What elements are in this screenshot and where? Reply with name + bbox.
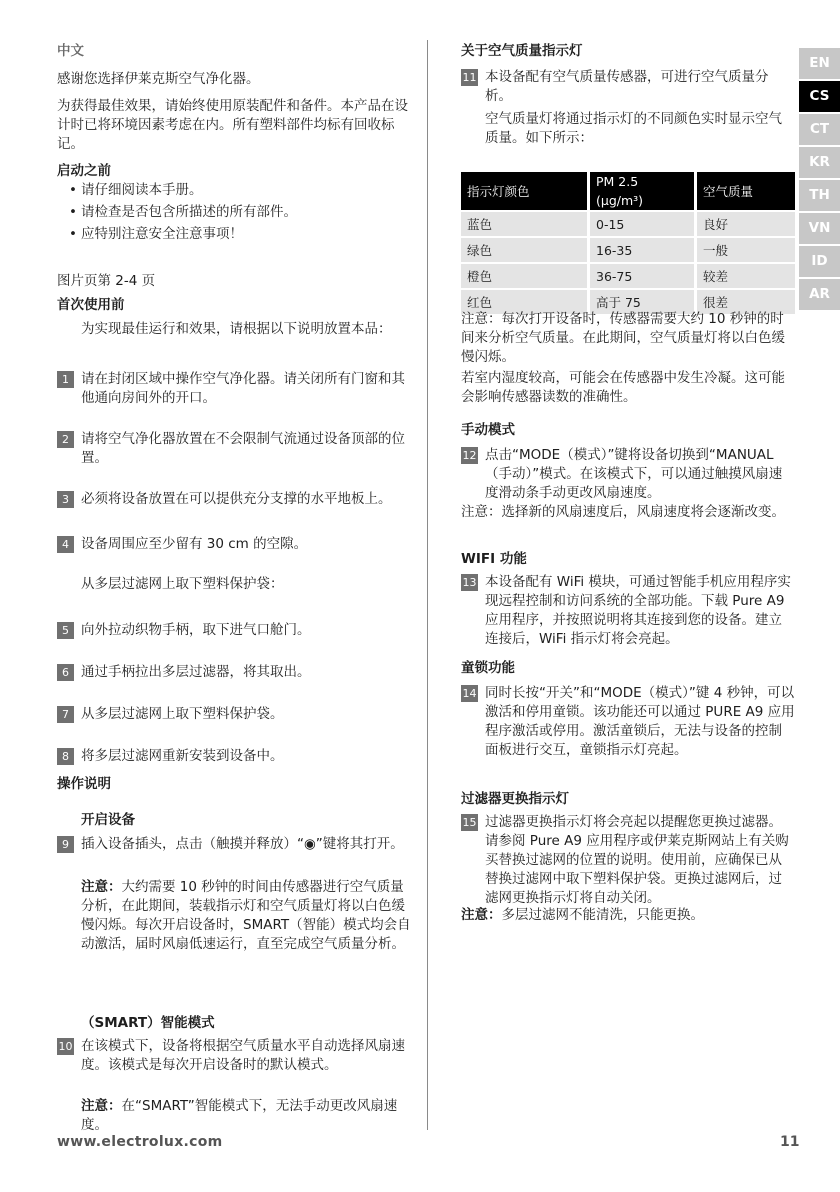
step-text: 过滤器更换指示灯将会亮起以提醒您更换过滤器。请参阅 Pure A9 应用程序或伊莱克斯网站上有关购买替换过滤网的位置的说明。使用前，应确保已从替换过滤网中取下塑料保护袋。更换过滤网后，过滤网更换指示灯将自动关闭。 bbox=[485, 814, 789, 906]
step-text: 在该模式下，设备将根据空气质量水平自动选择风扇速度。该模式是每次开启设备时的默认模式。 bbox=[81, 1038, 405, 1073]
bullet-text: 应特别注意安全注意事项！ bbox=[81, 226, 243, 242]
step-number-badge: 14 bbox=[462, 687, 477, 700]
table-header-row bbox=[461, 172, 795, 211]
step-text: 点击“MODE（模式）”键将设备切换到“MANUAL（手动）”模式。在该模式下，可以通过触摸风扇速度滑动条手动更改风扇速度。 bbox=[485, 447, 783, 501]
step-6 bbox=[57, 663, 415, 682]
humidity-note: 若室内湿度较高，可能会在传感器中发生冷凝。这可能会影响传感器读数的准确性。 bbox=[461, 370, 785, 405]
intro-text: 为获得最佳效果，请始终使用原装配件和备件。本产品在设计时已将环境因素考虑在内。所有塑料部件均标有回收标记。 bbox=[57, 98, 408, 152]
step-3 bbox=[57, 490, 415, 509]
step-number-badge: 11 bbox=[462, 71, 477, 84]
note-9 bbox=[57, 878, 415, 954]
filter-note bbox=[461, 906, 795, 925]
language-tab-vn: VN bbox=[799, 213, 840, 244]
bullet-item: • 请检查是否包含所描述的所有部件。 bbox=[69, 204, 297, 220]
step-number-badge: 4 bbox=[57, 536, 74, 553]
note-text: 在“SMART”智能模式下，无法手动更改风扇速度。 bbox=[81, 1098, 398, 1133]
operation-heading: 操作说明 bbox=[57, 776, 111, 792]
table-header-cell: 指示灯颜色 bbox=[461, 172, 589, 211]
step-12 bbox=[461, 446, 795, 503]
step-text: 同时长按“开关”和“MODE（模式）”键 4 秒钟，可以激活和停用童锁。该功能还可以通过 PURE A9 应用程序激活或停用。激活童锁后，无法与设备的控制面板进行交互，童锁指示灯亮起。 bbox=[485, 685, 795, 758]
manual-mode-note: 注意：选择新的风扇速度后，风扇速度将会逐渐改变。 bbox=[461, 504, 785, 520]
before-start-heading: 启动之前 bbox=[57, 163, 111, 179]
step-7 bbox=[57, 705, 415, 724]
smart-mode-heading: （SMART）智能模式 bbox=[81, 1015, 215, 1031]
step-1 bbox=[57, 370, 415, 408]
step-2 bbox=[57, 430, 415, 468]
air-quality-description: 空气质量灯将通过指示灯的不同颜色实时显示空气质量。如下所示： bbox=[485, 111, 782, 146]
step-number-badge: 9 bbox=[57, 836, 74, 853]
table-cell: 较差 bbox=[696, 263, 796, 289]
step-text: 本设备配有 WiFi 模块，可通过智能手机应用程序实现远程控制和访问系统的全部功能。下载 Pure A9 应用程序，并按照说明将其连接到您的设备。建立连接后，WiFi 指示灯将会亮起。 bbox=[485, 574, 791, 647]
step-15 bbox=[461, 813, 795, 908]
footer-url: www.electrolux.com bbox=[57, 1134, 223, 1150]
table-cell: 红色 bbox=[461, 289, 589, 314]
table-row bbox=[461, 211, 795, 237]
air-quality-table bbox=[461, 172, 795, 314]
step-text: 请将空气净化器放置在不会限制气流通过设备顶部的位置。 bbox=[81, 431, 405, 466]
step-text: 插入设备插头，点击（触摸并释放）“◉”键将其打开。 bbox=[81, 836, 404, 852]
bullet-text: 请仔细阅读本手册。 bbox=[81, 182, 203, 198]
table-header-cell: 空气质量 bbox=[696, 172, 796, 211]
step-number-badge: 15 bbox=[462, 816, 477, 829]
child-lock-heading: 童锁功能 bbox=[461, 660, 515, 676]
language-tab-cs: CS bbox=[799, 81, 840, 112]
table-cell: 一般 bbox=[696, 237, 796, 263]
language-tab-kr: KR bbox=[799, 147, 840, 178]
step-text: 必须将设备放置在可以提供充分支撑的水平地板上。 bbox=[81, 491, 392, 507]
table-row bbox=[461, 237, 795, 263]
note-text: 大约需要 10 秒钟的时间由传感器进行空气质量分析，在此期间，装载指示灯和空气质量灯将以白色缓慢闪烁。每次开启设备时，SMART（智能）模式均会自动激活，届时风扇低速运行，直至完成空气质量分析。 bbox=[81, 879, 411, 952]
step-9 bbox=[57, 835, 415, 854]
table-cell: 很差 bbox=[696, 289, 796, 314]
air-quality-heading: 关于空气质量指示灯 bbox=[461, 43, 583, 59]
step-number-badge: 7 bbox=[57, 706, 74, 723]
step-number-badge: 5 bbox=[57, 622, 74, 639]
note-label: 注意： bbox=[81, 1098, 122, 1114]
note-label: 注意： bbox=[81, 879, 122, 895]
table-cell: 良好 bbox=[696, 211, 796, 237]
step-13 bbox=[461, 573, 795, 649]
step-14 bbox=[461, 684, 795, 760]
step-number-badge: 3 bbox=[57, 491, 74, 508]
step-number-badge: 6 bbox=[57, 664, 74, 681]
step-number-badge: 2 bbox=[57, 431, 74, 448]
step-number-badge: 13 bbox=[462, 576, 477, 589]
step-10 bbox=[57, 1037, 415, 1075]
table-cell: 高于 75 bbox=[589, 289, 696, 314]
step-4 bbox=[57, 535, 415, 554]
thanks-text: 感谢您选择伊莱克斯空气净化器。 bbox=[57, 71, 260, 87]
language-tab-th: TH bbox=[799, 180, 840, 211]
bullet-item: • 请仔细阅读本手册。 bbox=[69, 182, 203, 198]
table-cell: 绿色 bbox=[461, 237, 589, 263]
language-tab-id: ID bbox=[799, 246, 840, 277]
step-text: 请在封闭区域中操作空气净化器。请关闭所有门窗和其他通向房间外的开口。 bbox=[81, 371, 405, 406]
step-text: 设备周围应至少留有 30 cm 的空隙。 bbox=[81, 536, 308, 552]
air-quality-note: 注意：每次打开设备时，传感器需要大约 10 秒钟的时间来分析空气质量。在此期间，空气质量灯将以白色缓慢闪烁。 bbox=[461, 311, 785, 365]
step-11 bbox=[461, 68, 795, 106]
first-use-intro: 为实现最佳运行和效果，请根据以下说明放置本品： bbox=[81, 321, 392, 337]
step-number-badge: 8 bbox=[57, 748, 74, 765]
step-number-badge: 12 bbox=[462, 449, 477, 462]
table-cell: 蓝色 bbox=[461, 211, 589, 237]
bullet-text: 请检查是否包含所描述的所有部件。 bbox=[81, 204, 297, 220]
table-cell: 16-35 bbox=[589, 237, 696, 263]
note-label: 注意： bbox=[461, 907, 502, 923]
page-number: 11 bbox=[780, 1134, 800, 1150]
remove-bag-intro: 从多层过滤网上取下塑料保护袋： bbox=[81, 576, 284, 592]
table-cell: 36-75 bbox=[589, 263, 696, 289]
step-text: 通过手柄拉出多层过滤器，将其取出。 bbox=[81, 664, 311, 680]
column-divider bbox=[427, 40, 428, 1130]
table-header-cell: PM 2.5 (µg/m³) bbox=[589, 172, 696, 211]
step-text: 从多层过滤网上取下塑料保护袋。 bbox=[81, 706, 284, 722]
note-text: 多层过滤网不能清洗，只能更换。 bbox=[501, 907, 704, 923]
language-tab-ct: CT bbox=[799, 114, 840, 145]
power-on-heading: 开启设备 bbox=[81, 812, 135, 828]
pictures-reference: 图片页第 2-4 页 bbox=[57, 273, 156, 289]
filter-replacement-heading: 过滤器更换指示灯 bbox=[461, 791, 569, 807]
step-5 bbox=[57, 621, 415, 640]
step-8 bbox=[57, 747, 415, 766]
table-cell: 橙色 bbox=[461, 263, 589, 289]
step-text: 向外拉动织物手柄，取下进气口舱门。 bbox=[81, 622, 311, 638]
table-cell: 0-15 bbox=[589, 211, 696, 237]
language-tab-en: EN bbox=[799, 48, 840, 79]
step-text: 将多层过滤网重新安装到设备中。 bbox=[81, 748, 284, 764]
step-number-badge: 10 bbox=[58, 1040, 73, 1053]
manual-mode-heading: 手动模式 bbox=[461, 422, 515, 438]
step-text: 本设备配有空气质量传感器，可进行空气质量分析。 bbox=[485, 69, 769, 104]
language-tab-ar: AR bbox=[799, 279, 840, 310]
language-tabs bbox=[799, 48, 840, 312]
first-use-heading: 首次使用前 bbox=[57, 297, 125, 313]
table-row bbox=[461, 263, 795, 289]
bullet-item: • 应特别注意安全注意事项！ bbox=[69, 226, 243, 242]
note-10 bbox=[57, 1097, 415, 1135]
wifi-heading: WIFI 功能 bbox=[461, 551, 527, 567]
step-number-badge: 1 bbox=[57, 371, 74, 388]
language-title: 中文 bbox=[57, 43, 84, 59]
